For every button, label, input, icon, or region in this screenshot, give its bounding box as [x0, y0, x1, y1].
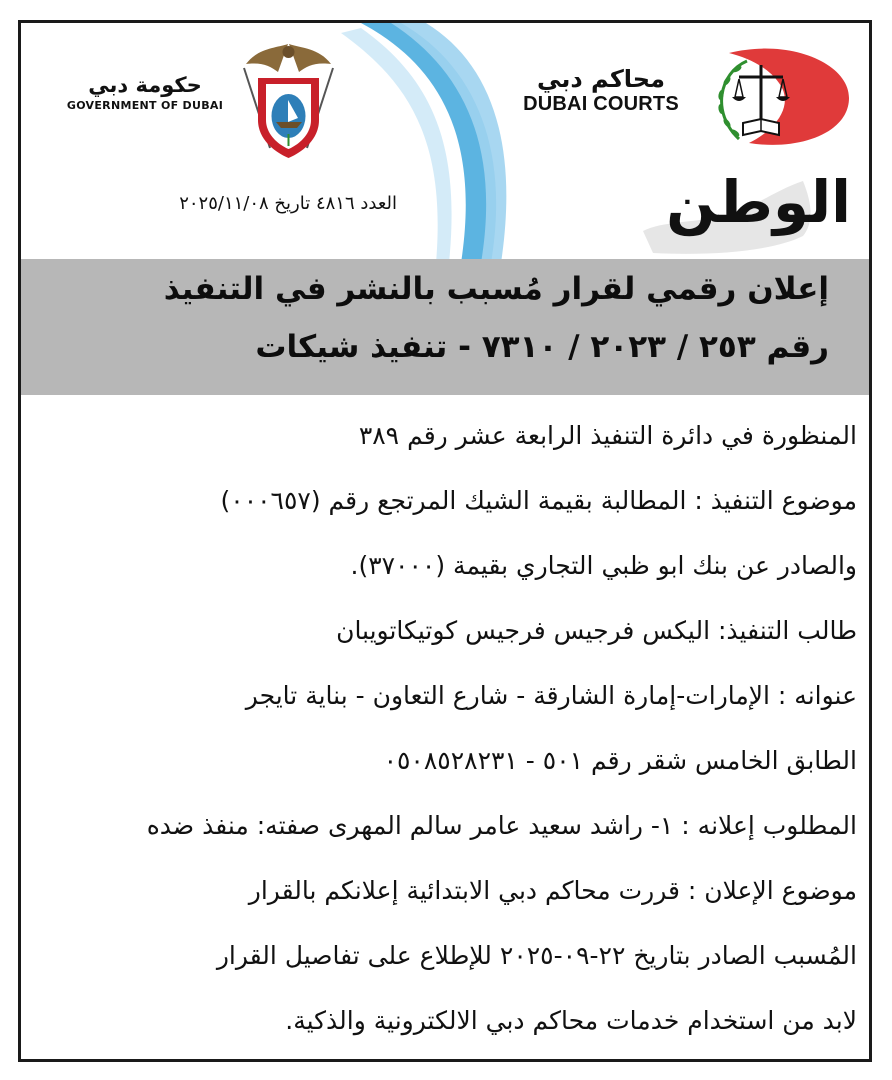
dubai-courts-emblem-icon [699, 43, 851, 153]
government-logo-text [55, 73, 235, 112]
dubai-government-emblem-icon [236, 38, 341, 163]
issue-number-date: العدد ٤٨١٦ تاريخ ٢٠٢٥/١١/٠٨ [179, 193, 397, 214]
notice-frame [18, 20, 872, 1062]
body-line: المنظورة في دائرة التنفيذ الرابعة عشر رقم ٣٨٩ [358, 421, 857, 450]
notice-title-line-2: رقم ٢٥٣ / ٢٠٢٣ / ٧٣١٠ - تنفيذ شيكات [255, 329, 829, 365]
courts-logo-text [511, 65, 691, 116]
government-name-ar: حكومة دبي [88, 73, 202, 97]
body-line: عنوانه : الإمارات-إمارة الشارقة - شارع التعاون - بناية تايجر [245, 681, 857, 710]
body-line: والصادر عن بنك ابو ظبي التجاري بقيمة (٣٧٠٠٠). [350, 551, 857, 580]
body-line: موضوع التنفيذ : المطالبة بقيمة الشيك المرتجع رقم (٠٠٠٦٥٧) [220, 486, 857, 515]
newspaper-name: الوطن [666, 168, 851, 236]
body-line: المُسبب الصادر بتاريخ ٢٢-٠٩-٢٠٢٥ للإطلاع على تفاصيل القرار [216, 941, 857, 970]
body-line: الطابق الخامس شقر رقم ٥٠١ - ٠٥٠٨٥٢٨٢٣١ [383, 746, 857, 775]
notice-title-line-1: إعلان رقمي لقرار مُسبب بالنشر في التنفيذ [163, 271, 829, 307]
courts-name-en: DUBAI COURTS [523, 93, 679, 115]
notice-title-band [21, 259, 869, 395]
courts-name-ar: محاكم دبي [537, 65, 665, 93]
body-line: موضوع الإعلان : قررت محاكم دبي الابتدائية إعلانكم بالقرار [248, 876, 857, 905]
body-line: لابد من استخدام خدمات محاكم دبي الالكترونية والذكية. [285, 1006, 857, 1035]
body-line: طالب التنفيذ: اليكس فرجيس فرجيس كوتيكاتويبان [336, 616, 857, 645]
decorative-swoosh [341, 23, 511, 263]
body-line: المطلوب إعلانه : ١- راشد سعيد عامر سالم المهرى صفته: منفذ ضده [146, 811, 857, 840]
notice-body [41, 403, 857, 1053]
government-name-en: GOVERNMENT OF DUBAI [66, 99, 224, 112]
